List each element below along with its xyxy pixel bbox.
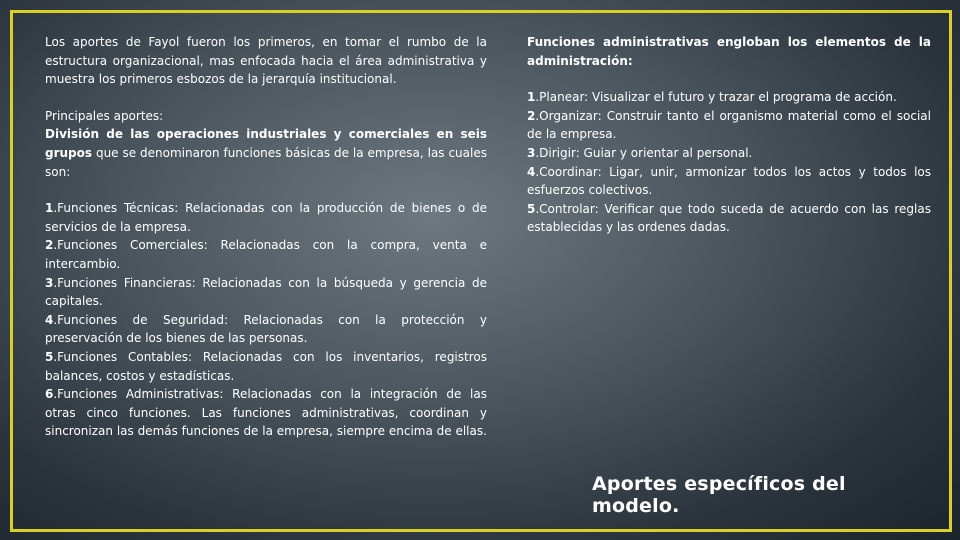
admin-element-text: .Controlar: Verificar que todo suceda de acuerdo con las reglas establecidas y las ordenes dadas.	[527, 201, 931, 235]
admin-element-text: .Coordinar: Ligar, unir, armonizar todos los actos y todos los esfuerzos colectivos.	[527, 164, 931, 198]
admin-element-number: 4	[527, 164, 536, 179]
function-item-number: 2	[45, 238, 54, 253]
function-item-text: .Funciones Comerciales: Relacionadas con la compra, venta e intercambio.	[45, 238, 487, 271]
admin-element-number: 1	[527, 90, 536, 105]
admin-element-number: 5	[527, 201, 536, 216]
right-text-column	[527, 33, 931, 237]
function-item-4	[45, 311, 487, 348]
slide-title: Aportes específicos del modelo.	[592, 473, 846, 517]
function-item-1	[45, 199, 487, 236]
function-item-6	[45, 385, 487, 441]
function-item-number: 6	[45, 387, 54, 402]
admin-element-number: 3	[527, 145, 536, 160]
intro-paragraph: Los aportes de Fayol fueron los primeros, en tomar el rumbo de la estructura organizacional, mas enfocada hacia el área administrativa y muestra los primeros esbozos de la jerarquía institucional.	[45, 35, 487, 87]
admin-functions-heading: Funciones administrativas engloban los elementos de la administración:	[527, 35, 931, 68]
function-item-number: 5	[45, 349, 54, 364]
admin-element-number: 2	[527, 108, 536, 123]
division-paragraph	[45, 125, 487, 181]
admin-element-text: .Planear: Visualizar el futuro y trazar el programa de acción.	[535, 90, 897, 105]
function-item-2	[45, 236, 487, 273]
function-item-3	[45, 274, 487, 311]
admin-element-4	[527, 163, 931, 200]
function-item-text: .Funciones Financieras: Relacionadas con la búsqueda y gerencia de capitales.	[45, 275, 487, 309]
function-item-5	[45, 348, 487, 385]
principales-label: Principales aportes:	[45, 108, 164, 123]
division-bold-text: División de las operaciones industriales y comerciales en seis grupos	[45, 127, 487, 160]
function-item-number: 1	[45, 201, 54, 216]
division-rest-text: que se denominaron funciones básicas de la empresa, las cuales son:	[45, 145, 487, 179]
function-item-text: .Funciones Contables: Relacionadas con los inventarios, registros balances, costos y estadísticas.	[45, 349, 487, 383]
left-text-column	[45, 33, 487, 441]
admin-element-text: .Dirigir: Guiar y orientar al personal.	[535, 145, 753, 160]
admin-element-text: .Organizar: Construir tanto el organismo material como el social de la empresa.	[527, 108, 931, 142]
function-item-number: 4	[45, 312, 54, 327]
function-item-number: 3	[45, 275, 54, 290]
admin-element-2	[527, 107, 931, 144]
function-item-text: .Funciones de Seguridad: Relacionadas con la protección y preservación de los bienes de las personas.	[45, 312, 487, 346]
function-item-text: .Funciones Técnicas: Relacionadas con la producción de bienes o de servicios de la empresa.	[45, 201, 487, 234]
admin-element-3	[527, 144, 931, 163]
admin-element-1	[527, 88, 931, 107]
admin-element-5	[527, 200, 931, 237]
function-item-text: .Funciones Administrativas: Relacionadas con la integración de las otras cinco funciones. Las funciones administrativas, coordinan y sincronizan las demás funciones de la empresa, siempre encima de ellas.	[45, 387, 487, 439]
